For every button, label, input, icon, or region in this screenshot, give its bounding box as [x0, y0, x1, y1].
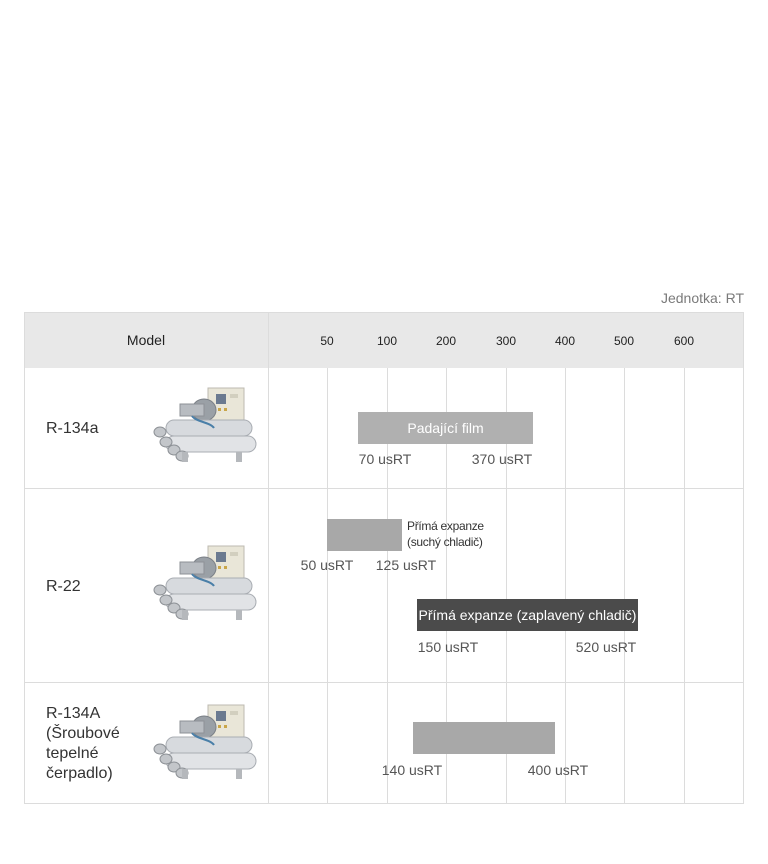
model-name-line: (Šroubové	[46, 725, 120, 742]
model-column-header: Model	[126, 332, 166, 348]
range-note-line: Přímá expanze	[407, 519, 484, 533]
row-divider-1	[24, 488, 744, 489]
grid-line-500	[624, 368, 625, 804]
tick-label: 300	[495, 334, 517, 348]
range-note-line: (suchý chladič)	[407, 535, 483, 549]
tick-label: 100	[376, 334, 398, 348]
grid-line-50	[327, 368, 328, 804]
chiller-unit-image	[152, 544, 260, 624]
range-start-label: 140 usRT	[381, 762, 443, 778]
model-name: R-134a	[46, 420, 99, 437]
range-end-label: 125 usRT	[375, 557, 437, 573]
model-column-divider	[268, 312, 269, 804]
range-bar	[413, 722, 555, 754]
tick-label: 400	[554, 334, 576, 348]
range-note	[407, 518, 484, 550]
model-name-line: čerpadlo)	[46, 765, 113, 782]
range-bar	[327, 519, 402, 551]
tick-label: 50	[320, 334, 334, 348]
row-divider-2	[24, 682, 744, 683]
tick-label: 200	[435, 334, 457, 348]
grid-line-400	[565, 368, 566, 804]
range-start-label: 70 usRT	[358, 451, 412, 467]
capacity-table	[24, 312, 744, 804]
range-end-label: 520 usRT	[575, 639, 637, 655]
model-name: R-22	[46, 578, 81, 595]
tick-label: 500	[613, 334, 635, 348]
tick-label: 600	[673, 334, 695, 348]
range-start-label: 50 usRT	[300, 557, 354, 573]
range-bar: Padající film	[358, 412, 533, 444]
grid-line-600	[684, 368, 685, 804]
range-end-label: 400 usRT	[527, 762, 589, 778]
range-start-label: 150 usRT	[417, 639, 479, 655]
range-end-label: 370 usRT	[471, 451, 533, 467]
model-name-line: R-134A	[46, 705, 101, 722]
model-name-line: tepelné	[46, 745, 99, 762]
model-name	[46, 704, 120, 784]
range-bar: Přímá expanze (zaplavený chladič)	[417, 599, 638, 631]
chiller-unit-image	[152, 386, 260, 466]
chiller-unit-image	[152, 703, 260, 783]
unit-label: Jednotka: RT	[660, 290, 744, 306]
